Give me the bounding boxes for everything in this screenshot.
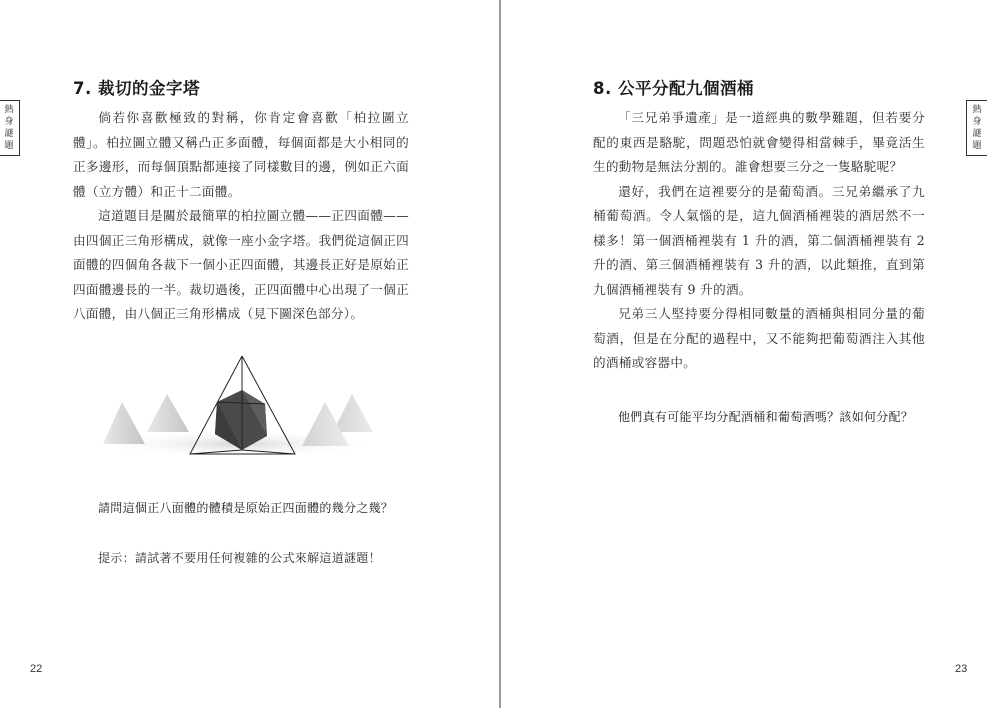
puzzle-body bbox=[73, 106, 409, 327]
paragraph: 兄弟三人堅持要分得相同數量的酒桶與相同分量的葡萄酒，但是在分配的過程中，又不能夠把葡萄酒注入其他的酒桶或容器中。 bbox=[593, 306, 925, 370]
page-number: 22 bbox=[30, 663, 43, 675]
tetrahedron-octahedron-figure bbox=[97, 352, 382, 462]
puzzle-question: 他們真有可能平均分配酒桶和葡萄酒嗎？該如何分配？ bbox=[618, 410, 914, 424]
puzzle-hint: 提示：請試著不要用任何複雜的公式來解這道謎題！ bbox=[98, 551, 381, 565]
left-page bbox=[0, 0, 499, 708]
right-page bbox=[501, 0, 1000, 708]
puzzle-question: 請問這個正八面體的體積是原始正四面體的幾分之幾？ bbox=[98, 501, 394, 515]
paragraph: 「三兄弟爭遺產」是一道經典的數學難題，但若要分配的東西是駱駝，問題恐怕就會變得相當棘手，畢竟活生生的動物是無法分割的。誰會想要三分之一隻駱駝呢？ bbox=[593, 110, 925, 174]
small-pyramid-back-right bbox=[333, 394, 373, 432]
small-pyramid-back-left bbox=[147, 394, 189, 432]
puzzle-title: 8. 公平分配九個酒桶 bbox=[593, 79, 754, 98]
chapter-side-tab-right: 熱 身 謎 題 bbox=[966, 100, 987, 156]
paragraph: 還好，我們在這裡要分的是葡萄酒。三兄弟繼承了九桶葡萄酒。令人氣惱的是，這九個酒桶裡裝的酒居然不一樣多！第一個酒桶裡裝有 1 升的酒，第二個酒桶裡裝有 2 升的酒、第三個酒桶裡裝有 3 升的酒，以此類推，直到第九個酒桶裡裝有 9 升的酒。 bbox=[593, 183, 925, 297]
paragraph: 這道題目是關於最簡單的柏拉圖立體——正四面體——由四個正三角形構成，就像一座小金字塔。我們從這個正四面體的四個角各裁下一個小正四面體，其邊長正好是原始正四面體邊長的一半。裁切過後，正四面體中心出現了一個正八面體，由八個正三角形構成（見下圖深色部分）。 bbox=[73, 208, 409, 321]
puzzle-title: 7. 裁切的金字塔 bbox=[73, 79, 200, 98]
small-pyramid-front-left bbox=[103, 402, 145, 444]
page-number: 23 bbox=[955, 663, 968, 675]
paragraph: 倘若你喜歡極致的對稱，你肯定會喜歡「柏拉圖立體」。柏拉圖立體又稱凸正多面體，每個面都是大小相同的正多邊形，而每個頂點都連接了同樣數目的邊，例如正六面體（立方體）和正十二面體。 bbox=[73, 110, 409, 199]
puzzle-body bbox=[593, 106, 925, 376]
chapter-side-tab-left: 熱 身 謎 題 bbox=[0, 100, 20, 156]
